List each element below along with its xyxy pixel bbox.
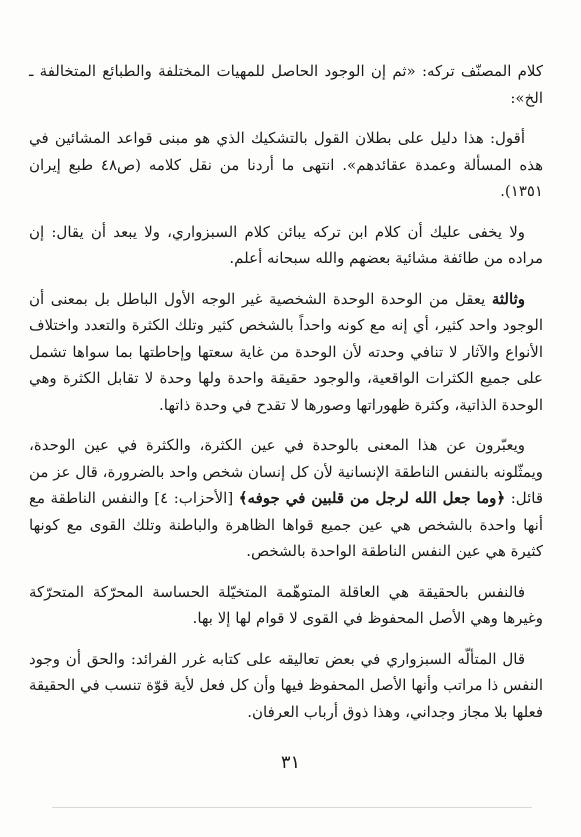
paragraph-lead-word: وثالثة — [491, 289, 525, 308]
paragraph-soul-text-after: [الأحزاب: ٤] والنفس الناطقة مع أنها واحدة بالشخص هي عين جميع قواها الظاهرة والباطنة وتلك القوى مع كونها كثيرة هي عين النفس الناطقة الواحدة بالشخص. — [29, 489, 543, 560]
paragraph-tashkik-argument: أقول: هذا دليل على بطلان القول بالتشكيك الذي هو مبنى قواعد المشائين في هذه المسألة وعمدة عقائدهم». انتهى ما أردنا من نقل كلامه (ص٤٨ طبع إيران ١٣٥١). — [29, 129, 543, 200]
paragraph-third-meaning-text: يعقل من الوحدة الوحدة الشخصية غير الوجه الأول الباطل بل بمعنى أن الوجود واحد كثير، أي إنه مع كونه واحداً بالشخص كثير وتلك الكثرة والتعدد واختلاف الأنواع والآثار لا تنافي وحدته لأن الوحدة من غاية سعتها وإحاطتها بما سواها تشمل على جميع الكثرات الواقعية، والوجود حقيقة واحدة ولها وحدة لا تقابل الكثرة وهي الوحدة الذاتية، وكثرة ظهوراتها وصورها لا تقدح في وحدة ذاتها. — [29, 289, 543, 414]
paragraph-quote-intro: كلام المصنّف تركه: «ثم إن الوجود الحاصل للمهيات المختلفة والطبائع المتخالفة ـ الخ»: — [29, 62, 543, 107]
paragraph-ibn-turka-note: ولا يخفى عليك أن كلام ابن تركه يبائن كلام السبزواري، ولا يبعد أن يقال: إن مراده من طائفة مشائية بعضهم والله سبحانه أعلم. — [29, 222, 543, 267]
paragraph-third-meaning — [29, 286, 543, 419]
paragraph-soul-analogy — [29, 432, 543, 565]
paragraph-sabzawari-note: قال المتألّه السبزواري في بعض تعاليقه على كتابه غرر الفرائد: والحق أن وجود النفس ذا مراتب وأنها الأصل المحفوظ فيها وأن كل فعل لأية قوّة تنسب في الحقيقة فعلها بلا مجاز وجداني، وهذا ذوق أرباب العرفان. — [29, 649, 543, 721]
page-number: ٣١ — [280, 752, 301, 773]
page-body — [29, 58, 543, 739]
paragraph-soul-faculties: فالنفس بالحقيقة هي العاقلة المتوهّمة المتخيّلة الحساسة المحرّكة المتحرّكة وغيرها وهي الأصل المحفوظ في القوى لا قوام لها إلا بها. — [29, 582, 543, 627]
paragraph-soul-text-before: ويعبّرون عن هذا المعنى بالوحدة في عين الكثرة، والكثرة في عين الوحدة، ويمثّلونه بالنفس الناطقة الإنسانية لأن كل إنسان شخص واحد بالضرورة، قال عز من قائل: — [29, 436, 544, 507]
quran-verse: ﴿وما جعل الله لرجل من قلبين في جوفه﴾ — [238, 489, 506, 507]
bottom-edge-line — [52, 807, 532, 808]
